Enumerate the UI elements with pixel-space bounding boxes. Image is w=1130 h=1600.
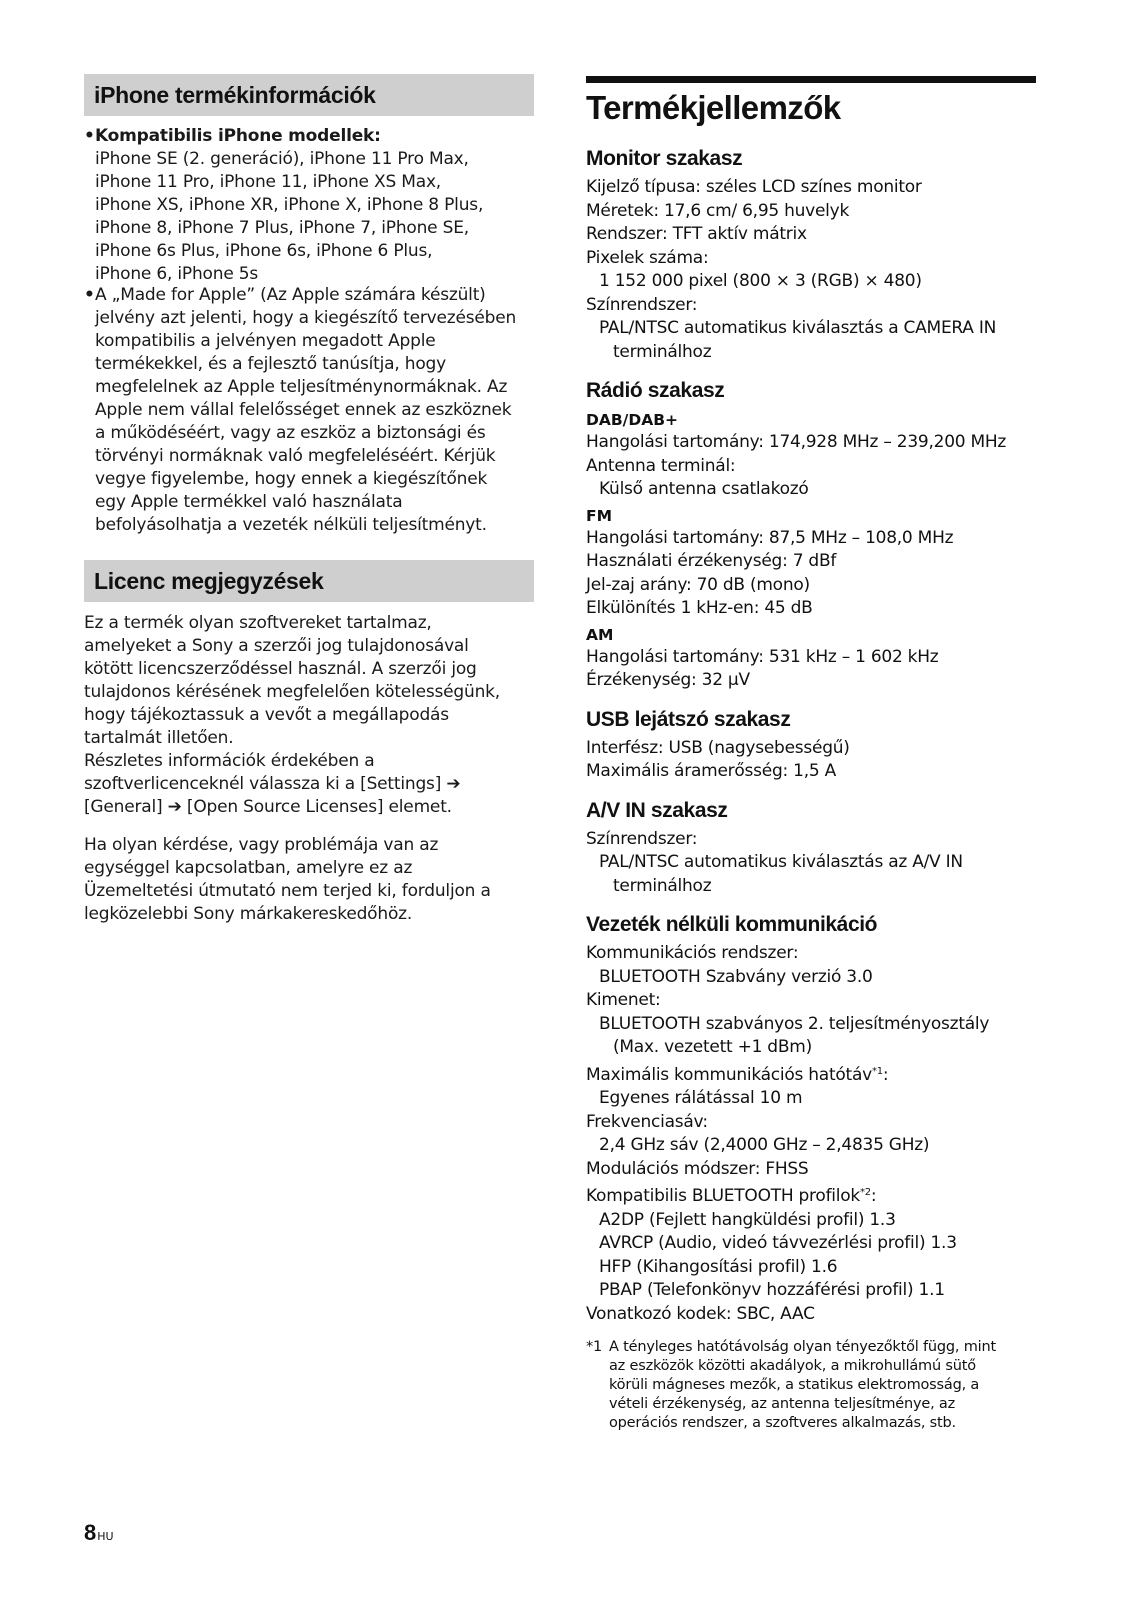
text-line: szoftverlicenceknél válassza ki a [Settings] ➔ (84, 774, 461, 794)
compatible-model-line: iPhone SE (2. generáció), iPhone 11 Pro Max, (95, 149, 469, 169)
spec-text: PAL/NTSC automatikus kiválasztás az A/V IN (599, 852, 963, 872)
spec-text: Kompatibilis BLUETOOTH profilok (586, 1186, 861, 1206)
spec-line (586, 1232, 1036, 1256)
text-line: legközelebbi Sony márkakereskedőhöz. (84, 904, 413, 924)
text-line: egy Apple termékkel való használata (95, 492, 403, 512)
spec-line (586, 1111, 1036, 1135)
spec-line (586, 646, 1036, 670)
compatible-models-list (95, 148, 534, 286)
spec-text: Színrendszer: (586, 294, 698, 315)
spec-text: Elkülönítés 1 kHz-en: 45 dB (586, 598, 813, 618)
spec-line (586, 247, 1036, 271)
spec-line (586, 1087, 1036, 1111)
specifications-title: Termékjellemzők (586, 89, 841, 126)
dab-specs (586, 431, 1036, 502)
spec-text: Kimenet: (586, 990, 661, 1010)
spec-text: Hangolási tartomány: 531 kHz – 1 602 kHz (586, 646, 939, 667)
page-language: HU (97, 1530, 114, 1543)
fm-label: FM (586, 506, 613, 525)
fm-specs (586, 527, 1036, 621)
spec-text: PAL/NTSC automatikus kiválasztás a CAMERA IN (599, 318, 997, 338)
spec-line (586, 1060, 1036, 1088)
spec-text: Interfész: USB (nagysebességű) (586, 737, 850, 758)
made-for-apple-text (95, 284, 534, 537)
text-line: Üzemeltetési útmutató nem terjed ki, forduljon a (84, 881, 491, 901)
spec-suffix: : (870, 1186, 877, 1206)
spec-line (586, 455, 1036, 479)
spec-text: Jel-zaj arány: 70 dB (mono) (586, 574, 810, 595)
spec-line (586, 597, 1036, 621)
specifications-body (586, 144, 1036, 1433)
av-in-heading: A/V IN szakasz (586, 798, 728, 822)
text-line: a működéséért, vagy az eszköz a biztonsági és (95, 423, 486, 443)
monitor-specs (586, 176, 1036, 364)
spec-text: BLUETOOTH szabványos 2. teljesítményosztály (599, 1013, 990, 1034)
spec-text: Méretek: 17,6 cm/ 6,95 huvelyk (586, 200, 850, 221)
spec-text: Egyenes rálátással 10 m (599, 1088, 803, 1108)
dab-label: DAB/DAB+ (586, 411, 679, 429)
spec-text: Maximális áramerősség: 1,5 A (586, 761, 836, 781)
spec-text: Pixelek száma: (586, 247, 709, 268)
compatible-model-line: iPhone 8, iPhone 7 Plus, iPhone 7, iPhone SE, (95, 218, 469, 238)
spec-line (586, 200, 1036, 224)
spec-text: terminálhoz (613, 341, 712, 362)
spec-text: A2DP (Fejlett hangküldési profil) 1.3 (599, 1209, 896, 1230)
footnote-reference: *2 (860, 1187, 871, 1198)
spec-text: Érzékenység: 32 µV (586, 670, 750, 690)
spec-text: Külső antenna csatlakozó (599, 479, 809, 499)
title-rule (586, 76, 1036, 83)
text-line: jelvény azt jelenti, hogy a kiegészítő tervezésében (95, 308, 517, 328)
am-label: AM (586, 625, 614, 644)
spec-text: Maximális kommunikációs hatótáv (586, 1064, 872, 1085)
text-line: amelyeket a Sony a szerzői jog tulajdonosával (84, 636, 469, 656)
spec-text: Rendszer: TFT aktív mátrix (586, 224, 807, 244)
text-line: vegye figyelembe, hogy ennek a kiegészítőnek (95, 469, 488, 489)
footnote-mark: *1 (586, 1339, 603, 1355)
spec-line (586, 1279, 1036, 1303)
spec-line (586, 341, 1036, 365)
spec-text: Kijelző típusa: széles LCD színes monitor (586, 177, 922, 197)
license-text (84, 612, 534, 819)
av-in-specs (586, 828, 1036, 899)
spec-text: Modulációs módszer: FHSS (586, 1158, 809, 1179)
footnote-reference: *1 (871, 1065, 883, 1077)
spec-text: PBAP (Telefonkönyv hozzáférési profil) 1.1 (599, 1280, 945, 1300)
spec-line (586, 989, 1036, 1013)
text-line: hogy tájékoztassuk a vevőt a megállapodás (84, 705, 449, 725)
text-line: Ez a termék olyan szoftvereket tartalmaz, (84, 613, 432, 633)
spec-line (586, 669, 1036, 693)
spec-text: Hangolási tartomány: 87,5 MHz – 108,0 MHz (586, 527, 954, 548)
usb-heading: USB lejátszó szakasz (586, 707, 791, 731)
spec-text: HFP (Kihangosítási profil) 1.6 (599, 1256, 838, 1277)
wireless-specs (586, 942, 1036, 1326)
footnote-line: az eszközök közötti akadályok, a mikrohullámú sütő (609, 1358, 976, 1374)
license-heading: Licenc megjegyzések (84, 560, 534, 602)
spec-line (586, 223, 1036, 247)
text-line: kompatibilis a jelvényen megadott Apple (95, 331, 436, 351)
spec-line (586, 966, 1036, 990)
spec-text: Antenna terminál: (586, 455, 736, 476)
page-number-value: 8 (84, 1520, 97, 1545)
spec-line (586, 478, 1036, 502)
spec-line (586, 550, 1036, 574)
spec-line (586, 851, 1036, 875)
compatible-models-bullet (84, 125, 534, 286)
spec-text: (Max. vezetett +1 dBm) (613, 1037, 812, 1057)
spec-line (586, 270, 1036, 294)
spec-line (586, 1256, 1036, 1280)
spec-text: Használati érzékenység: 7 dBf (586, 551, 837, 571)
compatible-models-label: Kompatibilis iPhone modellek: (95, 126, 381, 146)
footnote-line: operációs rendszer, a szoftveres alkalmazás, stb. (609, 1415, 956, 1431)
spec-line (586, 1036, 1036, 1060)
spec-line (586, 828, 1036, 852)
text-line: egységgel kapcsolatban, amelyre ez az (84, 858, 413, 878)
text-line: kötött licencszerződéssel használ. A szerzői jog (84, 659, 477, 679)
spec-line (586, 527, 1036, 551)
compatible-model-line: iPhone 6, iPhone 5s (95, 264, 259, 284)
spec-line (586, 574, 1036, 598)
footnote-line: vételi érzékenység, az antenna teljesítménye, az (609, 1396, 956, 1412)
text-line: befolyásolhatja a vezeték nélküli teljesítményt. (95, 515, 487, 535)
spec-suffix: : (882, 1064, 889, 1085)
spec-line (586, 1013, 1036, 1037)
spec-line (586, 942, 1036, 966)
text-line: [General] ➔ [Open Source Licenses] elemet. (84, 797, 452, 817)
spec-text: Kommunikációs rendszer: (586, 943, 799, 963)
bullet-dot: • (84, 126, 95, 146)
am-specs (586, 646, 1036, 693)
spec-line (586, 760, 1036, 784)
bullet-dot: • (84, 285, 95, 305)
footnote-line: A tényleges hatótávolság olyan tényezőktől függ, mint (609, 1339, 996, 1355)
text-line: Részletes információk érdekében a (84, 751, 375, 771)
spec-line (586, 294, 1036, 318)
compatible-model-line: iPhone XS, iPhone XR, iPhone X, iPhone 8 Plus, (95, 195, 484, 215)
spec-text: AVRCP (Audio, videó távvezérlési profil) 1.3 (599, 1233, 957, 1253)
spec-line (586, 1158, 1036, 1182)
spec-text: terminálhoz (613, 875, 712, 896)
text-line: Ha olyan kérdése, vagy problémája van az (84, 835, 439, 855)
spec-text: Frekvenciasáv: (586, 1111, 708, 1132)
spec-text: Színrendszer: (586, 828, 698, 849)
spec-line (586, 1181, 1036, 1209)
text-line: törvényi normáknak való megfeleléséért. Kérjük (95, 446, 496, 466)
spec-text: Vonatkozó kodek: SBC, AAC (586, 1303, 815, 1324)
spec-line (586, 1303, 1036, 1327)
contact-text (84, 834, 534, 926)
footnote (586, 1338, 1036, 1433)
spec-line (586, 875, 1036, 899)
text-line: tartalmát illetően. (84, 728, 234, 748)
spec-line (586, 431, 1036, 455)
footnote-text (609, 1338, 1036, 1433)
text-line: A „Made for Apple” (Az Apple számára készült) (95, 285, 486, 305)
radio-heading: Rádió szakasz (586, 379, 725, 402)
compatible-model-line: iPhone 6s Plus, iPhone 6s, iPhone 6 Plus, (95, 241, 433, 261)
spec-text: Hangolási tartomány: 174,928 MHz – 239,200 MHz (586, 432, 1007, 452)
spec-text: BLUETOOTH Szabvány verzió 3.0 (599, 966, 873, 987)
spec-text: 1 152 000 pixel (800 × 3 (RGB) × 480) (599, 271, 922, 291)
spec-line (586, 1134, 1036, 1158)
monitor-heading: Monitor szakasz (586, 147, 743, 170)
footnote-line: körüli mágneses mezők, a statikus elektromosság, a (609, 1377, 980, 1393)
text-line: Apple nem vállal felelősséget ennek az eszköznek (95, 400, 512, 420)
spec-line (586, 737, 1036, 761)
spec-line (586, 176, 1036, 200)
usb-specs (586, 737, 1036, 784)
spec-line (586, 317, 1036, 341)
wireless-heading: Vezeték nélküli kommunikáció (586, 913, 878, 936)
page-number (84, 1520, 114, 1546)
text-line: tulajdonos kérésének megfelelően kötelességünk, (84, 682, 501, 702)
text-line: megfelelnek az Apple teljesítménynormáknak. Az (95, 377, 508, 397)
iphone-info-heading: iPhone termékinformációk (84, 74, 534, 116)
compatible-model-line: iPhone 11 Pro, iPhone 11, iPhone XS Max, (95, 172, 442, 192)
text-line: termékekkel, és a fejlesztő tanúsítja, hogy (95, 354, 446, 374)
made-for-apple-bullet (84, 284, 534, 537)
spec-line (586, 1209, 1036, 1233)
spec-text: 2,4 GHz sáv (2,4000 GHz – 2,4835 GHz) (599, 1135, 930, 1155)
